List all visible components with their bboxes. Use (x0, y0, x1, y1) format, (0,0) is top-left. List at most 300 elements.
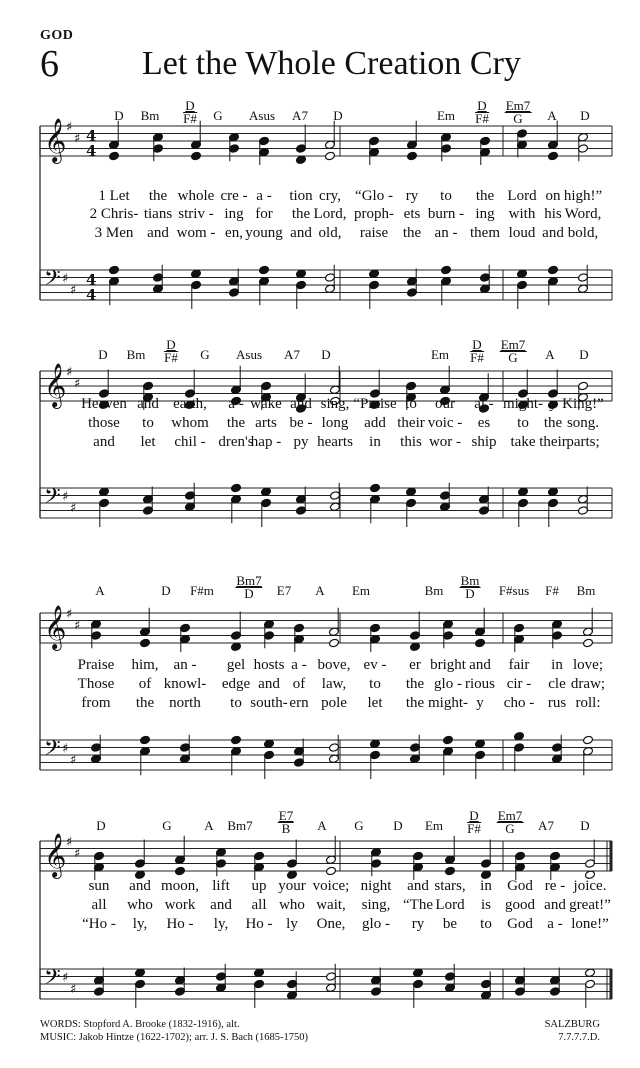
chord-symbol: D (393, 818, 403, 833)
lyric-syllable: on (545, 188, 561, 204)
chord-top: D (164, 339, 178, 352)
lyric-syllable: raise (359, 225, 389, 241)
lyric-syllable: who (127, 897, 153, 913)
lyric-syllable: of (292, 676, 306, 692)
lyric-syllable: the (402, 225, 422, 241)
chord-row-3 (0, 573, 640, 613)
lyric-syllable: burn - (427, 206, 465, 222)
lyric-syllable: King!” (562, 396, 604, 412)
lyric-syllable: whom (171, 415, 209, 431)
lyric-syllable: the (148, 188, 168, 204)
sharp-sign: ♯ (70, 752, 77, 768)
lyric-syllable: striv - (178, 206, 214, 222)
lyric-syllable: ly, (132, 916, 148, 932)
lyric-syllable: cry, (319, 188, 341, 204)
lyric-syllable: One, (316, 916, 346, 932)
chord-bass: F# (183, 111, 197, 126)
lyric-syllable: long (321, 415, 349, 431)
lyric-syllable: sing, (361, 897, 391, 913)
lyric-syllable: night (360, 878, 392, 894)
chord-symbol (467, 810, 481, 835)
lyric-syllable: Ho - (166, 916, 194, 932)
lyric-syllable: to (440, 188, 452, 204)
chord-symbol: Asus (248, 108, 276, 123)
lyric-syllable: rious (465, 676, 495, 692)
chord-bass: G (505, 821, 515, 836)
lyric-syllable: in (480, 878, 492, 894)
lyric-syllable: ing (224, 206, 244, 222)
lyric-syllable: a - (256, 188, 272, 204)
chord-symbol: E7 (276, 583, 292, 598)
chord-symbol: A7 (292, 108, 308, 123)
tune-meter: 7.7.7.7.D. (558, 1032, 600, 1043)
lyric-syllable: earth, (173, 396, 207, 412)
lyric-syllable: ing (475, 206, 495, 222)
lyric-syllable: hearts (317, 434, 353, 450)
chord-symbol (470, 339, 484, 364)
lyric-syllable: Word, (564, 206, 602, 222)
chord-symbol (475, 100, 489, 125)
lyric-syllable: an - (173, 657, 197, 673)
lyric-syllable: the (405, 676, 425, 692)
chord-symbol: G (162, 818, 172, 833)
lyric-syllable: all (91, 897, 107, 913)
time-sig-top: 4 (86, 127, 97, 145)
chord-symbol: Em (351, 583, 371, 598)
lyric-syllable: up (251, 878, 267, 894)
chord-symbol: D (333, 108, 343, 123)
lyric-syllable: 2 Chris- (89, 206, 139, 222)
lyric-syllable: er (409, 657, 421, 673)
lyric-syllable: a - (228, 396, 244, 412)
lyric-syllable: the (543, 415, 563, 431)
lyric-syllable: en, (225, 225, 243, 241)
lyric-syllable: the (405, 695, 425, 711)
chord-bass: F# (475, 111, 489, 126)
bass-staff-3 (40, 731, 612, 779)
chord-top: D (470, 339, 484, 352)
lyric-syllable: ship (471, 434, 497, 450)
lyric-syllable: with (508, 206, 536, 222)
lyric-syllable: voice; (312, 878, 350, 894)
lyric-syllable: ets (403, 206, 421, 222)
lyric-syllable: our (435, 396, 455, 412)
note-head (140, 638, 151, 648)
verse-line-2 (0, 676, 640, 692)
chord-symbol: D (98, 347, 108, 362)
chord-symbol (183, 100, 197, 125)
lyric-syllable: sing, (320, 396, 350, 412)
lyric-syllable: high!” (563, 188, 603, 204)
chord-symbol: A (547, 108, 557, 123)
lyric-syllable: them (470, 225, 500, 241)
sharp-sign: ♯ (74, 846, 81, 862)
lyric-syllable: and (129, 878, 151, 894)
lyric-syllable: loud (508, 225, 536, 241)
lyric-syllable: tians (143, 206, 173, 222)
lyric-syllable: great!” (569, 897, 611, 913)
bass-staff-1 (40, 265, 612, 309)
lyric-syllable: song. (566, 415, 600, 431)
chord-symbol: Bm7 (227, 818, 253, 833)
chord-symbol: F#sus (498, 583, 530, 598)
hymn-title: Let the Whole Creation Cry (142, 45, 521, 82)
chord-bass: G (513, 111, 523, 126)
lyric-syllable: to (480, 916, 492, 932)
note-head (475, 638, 486, 648)
chord-symbol: F#m (190, 583, 214, 598)
lyric-syllable: God (507, 916, 533, 932)
lyric-syllable: parts; (566, 434, 600, 450)
lyric-syllable: wait, (316, 897, 346, 913)
chord-symbol: Em (430, 347, 450, 362)
lyric-syllable: fair (508, 657, 530, 673)
lyric-syllable: wom - (176, 225, 216, 241)
music-credit: MUSIC: Jakob Hintze (1622-1702); arr. J. S. Bach (1685-1750) (40, 1032, 309, 1043)
lyric-syllable: moon, (161, 878, 199, 894)
lyric-syllable: all (251, 897, 267, 913)
lyric-syllable: young (245, 225, 283, 241)
sharp-sign: ♯ (62, 271, 69, 287)
chord-symbol (505, 100, 532, 125)
lyric-syllable: tion (289, 188, 313, 204)
tune-name: SALZBURG (544, 1019, 600, 1030)
chord-symbol (235, 575, 262, 600)
lyric-syllable: gel (226, 657, 246, 673)
lyric-syllable: north (169, 695, 201, 711)
note-head (583, 735, 594, 745)
lyric-syllable: Heaven (81, 396, 127, 412)
lyric-syllable: him, (131, 657, 159, 673)
lyric-syllable: to (142, 415, 154, 431)
chord-symbol (500, 339, 527, 364)
lyric-syllable: an - (434, 225, 458, 241)
sharp-sign: ♯ (66, 607, 73, 622)
note-head (326, 866, 337, 876)
lyric-syllable: Those (77, 676, 115, 692)
verse-line-2 (0, 897, 640, 913)
verse-line-3 (0, 916, 640, 932)
lyric-syllable: to (369, 676, 381, 692)
chord-symbol: A (95, 583, 105, 598)
words-credit: WORDS: Stopford A. Brooke (1832-1916), alt. (40, 1019, 240, 1030)
chord-bass: F# (467, 821, 481, 836)
note-head (175, 866, 186, 876)
lyric-syllable: and (147, 225, 169, 241)
lyric-syllable: proph- (354, 206, 394, 222)
lyric-syllable: the (291, 206, 311, 222)
lyric-syllable: wake (250, 396, 282, 412)
lyric-syllable: and (258, 676, 280, 692)
lyric-syllable: might- (428, 695, 468, 711)
lyric-syllable: their (397, 415, 425, 431)
sharp-sign: ♯ (62, 741, 69, 757)
chord-symbol: A7 (284, 347, 300, 362)
note-head (370, 483, 381, 493)
lyric-syllable: ev - (363, 657, 387, 673)
lyric-syllable: for (255, 206, 273, 222)
lyric-syllable: cir - (506, 676, 532, 692)
lyric-syllable: cre - (220, 188, 248, 204)
time-sig-bottom: 4 (86, 142, 97, 160)
sharp-sign: ♯ (74, 618, 81, 634)
chord-row-4 (0, 808, 640, 848)
note-head (548, 265, 559, 275)
lyric-syllable: and (137, 396, 159, 412)
treble-clef: 𝄞 (44, 363, 67, 407)
lyric-syllable: rus (547, 695, 567, 711)
chord-symbol (278, 810, 294, 835)
lyric-syllable: lone!” (571, 916, 609, 932)
chord-top: E7 (278, 808, 294, 823)
note-head (231, 483, 242, 493)
lyric-syllable: ern (289, 695, 309, 711)
lyric-syllable: a - (547, 916, 563, 932)
lyric-syllable: ly, (213, 916, 229, 932)
chord-symbol: Bm (126, 347, 146, 362)
lyric-syllable: edge (221, 676, 251, 692)
verse-line-3 (0, 434, 640, 450)
lyric-syllable: draw; (570, 676, 606, 692)
verse-line-2 (0, 415, 640, 431)
lyric-syllable: your (278, 878, 306, 894)
lyric-syllable: those (88, 415, 120, 431)
lyric-syllable: to (405, 396, 417, 412)
lyric-syllable: cho - (503, 695, 535, 711)
credits (40, 1018, 308, 1044)
lyric-syllable: bright (430, 657, 466, 673)
lyric-syllable: and (407, 878, 429, 894)
lyric-syllable: law, (321, 676, 347, 692)
chord-symbol: D (580, 818, 590, 833)
lyric-syllable: arts (255, 415, 277, 431)
lyric-syllable: bove, (317, 657, 351, 673)
lyric-syllable: py (293, 434, 309, 450)
bass-clef: 𝄢 (44, 484, 61, 514)
lyric-syllable: work (164, 897, 196, 913)
chord-bass: F# (470, 350, 484, 365)
lyric-syllable: a - (291, 657, 307, 673)
chord-symbol: D (114, 108, 124, 123)
lyric-syllable: Lord (507, 188, 537, 204)
chord-symbol: G (213, 108, 223, 123)
chord-symbol: Em (436, 108, 456, 123)
chord-top: D (475, 100, 489, 113)
chord-symbol: Bm (424, 583, 444, 598)
bass-clef: 𝄢 (44, 266, 61, 296)
lyric-syllable: “Praise (353, 396, 397, 412)
verse-line-1 (0, 657, 640, 673)
chord-bass: G (508, 350, 518, 365)
lyric-syllable: God (507, 878, 533, 894)
sharp-sign: ♯ (66, 835, 73, 850)
bass-clef: 𝄢 (44, 965, 61, 995)
chord-symbol: D (321, 347, 331, 362)
chord-symbol (164, 339, 178, 364)
lyric-syllable: 1 Let (98, 188, 130, 204)
chord-top: D (467, 810, 481, 823)
tune-info (545, 1018, 600, 1044)
lyric-syllable: whole (177, 188, 215, 204)
lyric-syllable: and (290, 225, 312, 241)
lyric-syllable: the (135, 695, 155, 711)
hymn-number: 6 (40, 43, 59, 85)
lyric-syllable: lift (212, 878, 230, 894)
lyric-syllable: and (542, 225, 564, 241)
sharp-sign: ♯ (62, 489, 69, 505)
lyric-syllable: be - (289, 415, 313, 431)
chord-symbol: A7 (538, 818, 554, 833)
chord-symbol: Em (424, 818, 444, 833)
chord-top: Bm7 (236, 573, 262, 588)
chord-symbol: A (315, 583, 325, 598)
lyric-syllable: knowl- (163, 676, 207, 692)
lyric-syllable: 3 Men (94, 225, 134, 241)
lyric-syllable: cle (548, 676, 566, 692)
treble-clef: 𝄞 (44, 833, 67, 877)
lyric-syllable: al - (474, 396, 494, 412)
sharp-sign: ♯ (74, 131, 81, 147)
lyric-syllable: his (544, 206, 562, 222)
lyric-syllable: and (469, 657, 491, 673)
lyric-syllable: roll: (575, 695, 601, 711)
lyric-syllable: wor - (428, 434, 462, 450)
lyric-syllable: take (510, 434, 536, 450)
chord-symbol (460, 575, 481, 600)
lyric-syllable: might- (503, 396, 543, 412)
chord-top: Em7 (497, 808, 523, 823)
verse-line-1 (0, 188, 640, 204)
note-head (445, 866, 456, 876)
note-head (583, 638, 594, 648)
chord-symbol: D (96, 818, 106, 833)
lyric-syllable: in (551, 657, 563, 673)
chord-symbol: A (204, 818, 214, 833)
sharp-sign: ♯ (66, 365, 73, 380)
time-sig-top: 4 (86, 271, 97, 289)
lyric-syllable: stars, (434, 878, 466, 894)
lyric-syllable: the (226, 415, 246, 431)
lyric-syllable: this (400, 434, 422, 450)
sharp-sign: ♯ (74, 376, 81, 392)
chord-row-1 (0, 98, 640, 138)
lyric-syllable: re - (544, 878, 566, 894)
chord-bass: B (281, 821, 291, 836)
note-head (109, 265, 120, 275)
verse-line-1 (0, 878, 640, 894)
lyric-syllable: Ho - (245, 916, 273, 932)
chord-top: Em7 (505, 98, 531, 113)
chord-symbol: G (200, 347, 210, 362)
lyric-syllable: the (475, 188, 495, 204)
note-head (191, 151, 202, 161)
sharp-sign: ♯ (70, 282, 77, 298)
lyric-syllable: glo - (362, 916, 390, 932)
lyric-syllable: voic - (427, 415, 463, 431)
lyric-syllable: and (290, 396, 312, 412)
treble-clef: 𝄞 (44, 605, 67, 649)
lyric-syllable: “Ho - (82, 916, 116, 932)
lyric-syllable: chil - (174, 434, 206, 450)
note-head (140, 735, 151, 745)
note-head (231, 735, 242, 745)
chord-bass: D (244, 586, 254, 601)
lyric-syllable: in (369, 434, 381, 450)
lyric-syllable: pole (321, 695, 347, 711)
lyric-syllable: to (517, 415, 529, 431)
chord-top: D (183, 100, 197, 113)
note-head (329, 638, 340, 648)
lyric-syllable: y (476, 695, 484, 711)
verse-line-3 (0, 225, 640, 241)
chord-symbol: A (545, 347, 555, 362)
lyric-syllable: and (544, 897, 566, 913)
lyric-syllable: let (367, 695, 383, 711)
bass-clef: 𝄢 (44, 736, 61, 766)
lyric-syllable: of (138, 676, 152, 692)
chord-symbol: D (580, 108, 590, 123)
lyric-syllable: Lord (435, 897, 465, 913)
bass-staff-2 (40, 483, 612, 527)
lyric-syllable: ly (286, 916, 298, 932)
lyric-syllable: sun (88, 878, 110, 894)
sharp-sign: ♯ (70, 500, 77, 516)
lyric-syllable: who (279, 897, 305, 913)
lyric-syllable: joice. (573, 878, 607, 894)
lyric-syllable: hap - (250, 434, 282, 450)
note-head (548, 151, 559, 161)
chord-symbol: D (161, 583, 171, 598)
lyric-syllable: “Glo - (355, 188, 393, 204)
lyric-syllable: south- (250, 695, 288, 711)
lyric-syllable: let (140, 434, 156, 450)
lyric-syllable: Lord, (313, 206, 347, 222)
chord-row-2 (0, 337, 640, 377)
chord-symbol: Asus (235, 347, 263, 362)
note-head (259, 265, 270, 275)
chord-symbol: F# (545, 583, 559, 598)
lyric-syllable: glo - (434, 676, 462, 692)
note-head (441, 265, 452, 275)
bass-staff-4 (40, 964, 612, 1008)
chord-symbol: Bm (576, 583, 596, 598)
lyric-syllable: be (442, 916, 458, 932)
chord-bass: D (465, 586, 475, 601)
chord-top: Bm (460, 573, 480, 588)
note-head (407, 151, 418, 161)
verse-line-2 (0, 206, 640, 222)
lyric-syllable: to (230, 695, 242, 711)
lyric-syllable: “The (403, 897, 433, 913)
treble-clef: 𝄞 (44, 118, 67, 162)
lyric-syllable: dren's (218, 434, 254, 450)
note-head (443, 735, 454, 745)
lyric-syllable: is (480, 897, 492, 913)
verse-line-1 (0, 396, 640, 412)
lyric-syllable: bold, (567, 225, 599, 241)
lyric-syllable: good (505, 897, 535, 913)
sharp-sign: ♯ (62, 970, 69, 986)
category-label: GOD (40, 28, 74, 43)
chord-symbol (497, 810, 524, 835)
lyric-syllable: and (93, 434, 115, 450)
note-head (325, 151, 336, 161)
lyric-syllable: es (477, 415, 491, 431)
lyric-syllable: old, (318, 225, 342, 241)
lyric-syllable: Praise (77, 657, 115, 673)
sharp-sign: ♯ (70, 981, 77, 997)
lyric-syllable: and (210, 897, 232, 913)
